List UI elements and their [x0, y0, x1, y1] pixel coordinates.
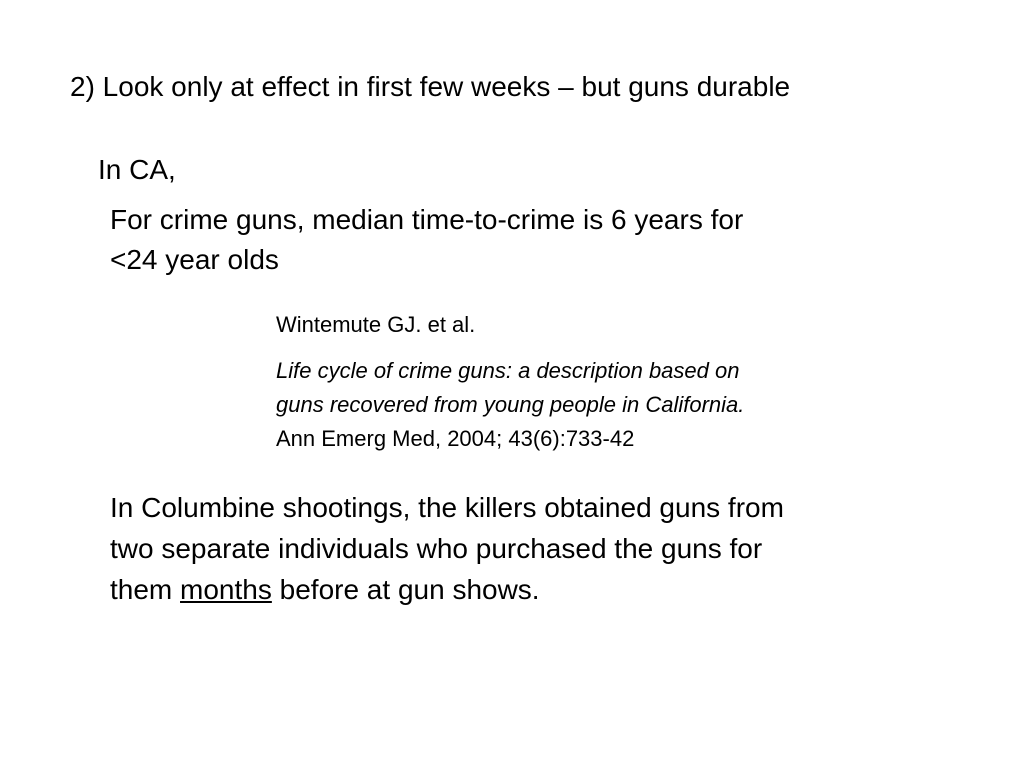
- subheading-in-ca: In CA,: [98, 154, 176, 185]
- emphasis-months: months: [180, 574, 272, 605]
- citation-title-line-1: Life cycle of crime guns: a description based on: [276, 358, 740, 383]
- columbine-line-1: In Columbine shootings, the killers obtained guns from: [110, 492, 784, 523]
- crime-stat-paragraph: [110, 200, 930, 280]
- crime-stat-line-2: <24 year olds: [110, 244, 279, 275]
- crime-stat-line-1: For crime guns, median time-to-crime is 6 years for: [110, 204, 744, 235]
- citation-block: [276, 310, 956, 456]
- citation-title-line-2: guns recovered from young people in California.: [276, 392, 745, 417]
- citation-journal: Ann Emerg Med, 2004; 43(6):733-42: [276, 426, 635, 451]
- citation-authors: Wintemute GJ. et al.: [276, 312, 476, 337]
- columbine-line-3-start: them: [110, 574, 181, 605]
- citation-reference: [276, 354, 956, 456]
- slide-heading: 2) Look only at effect in first few weeks – but guns durable: [70, 71, 791, 102]
- columbine-line-3-end: before at gun shows.: [271, 574, 540, 605]
- columbine-paragraph: [110, 487, 990, 610]
- columbine-line-3: [110, 569, 990, 610]
- columbine-line-2: two separate individuals who purchased the guns for: [110, 533, 763, 564]
